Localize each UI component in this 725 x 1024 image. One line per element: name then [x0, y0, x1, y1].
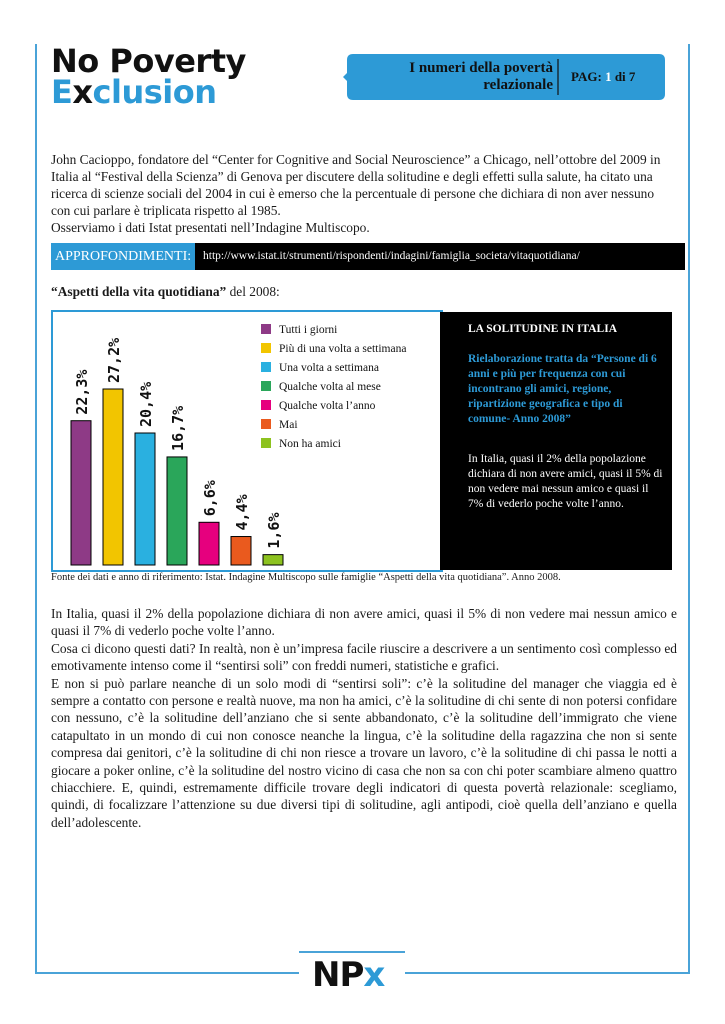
legend-swatch-7 [261, 438, 271, 448]
logo-x: x [72, 73, 93, 111]
bar-4 [167, 457, 187, 565]
legend-swatch-2 [261, 343, 271, 353]
page-indicator [571, 69, 635, 85]
footer-logo [299, 951, 405, 997]
chart-subheading [51, 284, 280, 300]
banner-title: I numeri della povertà relazionale [409, 60, 553, 93]
info-box [440, 312, 672, 570]
page-current: 1 [605, 69, 612, 84]
legend-label-2: Più di una volta a settimana [279, 343, 407, 355]
legend-swatch-1 [261, 324, 271, 334]
bar-label-5: 6,6% [201, 480, 219, 517]
body-text [51, 605, 677, 831]
bar-label-3: 20,4% [137, 381, 155, 427]
bar-label-1: 22,3% [73, 369, 91, 415]
npx-np: NP [312, 955, 364, 995]
legend-label-4: Qualche volta al mese [279, 381, 381, 393]
bar-label-4: 16,7% [169, 405, 187, 451]
source-note: Fonte dei dati e anno di riferimento: Istat. Indagine Multiscopo sulle famiglie “Aspetti della vita quotidiana”. Anno 2008. [51, 572, 561, 583]
approfondimenti-bar [51, 243, 685, 270]
bar-1 [71, 421, 91, 565]
body-paragraph: In Italia, quasi il 2% della popolazione dichiara di non avere amici, quasi il 5% di non vedere mai nessun amico e quasi il 7% di vederlo poche volte l’anno. [51, 606, 677, 639]
legend-label-1: Tutti i giorni [279, 324, 338, 336]
legend-swatch-3 [261, 362, 271, 372]
legend-label-6: Mai [279, 419, 298, 431]
legend-label-7: Non ha amici [279, 438, 341, 450]
subhead-bold: “Aspetti della vita quotidiana” [51, 284, 227, 299]
page-label: PAG: [571, 69, 602, 84]
intro-paragraph [51, 151, 676, 236]
body-paragraph: Cosa ci dicono questi dati? In realtà, non è un’impresa facile riuscire a descrivere a un sentimento così complesso ed emotivamente intenso come il “sentirsi soli” con freddi numeri, statistiche e grafici. [51, 640, 677, 674]
legend-swatch-6 [261, 419, 271, 429]
info-box-source: Rielaborazione tratta da “Persone di 6 anni e più per frequenza con cui incontrano gli amici, regione, ripartizione geografica e tipo di comune- Anno 2008” [468, 353, 657, 425]
title-banner [343, 51, 669, 103]
intro-text: John Cacioppo, fondatore del “Center for Cognitive and Social Neuroscience” a Chicago, nell’ottobre del 2009 in Italia al “Festival della Scienza” di Genova per discutere della solitudine e degli effetti sulla salute, ha citato una ricerca di scienze sociali del 2004 in cui è emerso che la percentuale di persone che dichiara di non aver nessuno con cui parlare è triplicata rispetto al 1985. [51, 152, 661, 218]
legend-swatch-5 [261, 400, 271, 410]
legend-swatch-4 [261, 381, 271, 391]
bar-6 [231, 537, 251, 565]
chart-box [51, 310, 443, 572]
npx-logo [312, 955, 384, 995]
approfondimenti-link[interactable]: http://www.istat.it/strumenti/rispondenti/indagini/famiglia_societa/vitaquotidiana/ [203, 250, 580, 262]
logo-line1: No Poverty [51, 42, 246, 80]
approfondimenti-label: APPROFONDIMENTI: [51, 243, 195, 270]
subhead-rest: del 2008: [226, 284, 280, 299]
legend-label-3: Una volta a settimana [279, 362, 379, 374]
npx-x: x [363, 955, 385, 995]
logo-rest: clusion [92, 73, 217, 111]
bar-label-6: 4,4% [233, 494, 251, 531]
bar-label-7: 1,6% [265, 512, 283, 549]
body-paragraph: E non si può parlare neanche di un solo modi di “sentirsi soli”: c’è la solitudine del manager che viaggia ed è sempre a contatto con persone e realtà nuove, ma non ha amici, c’è la solitudine di chi sente di non potersi confidare con nessuno, c’è la solitudine dell’anziano che si sente abbandonato, c’è la solitudine dell’immigrato che viene catapultato in un mondo di cui non conosce neanche la lingua, c’è la solitudine della ragazzina che non si sente compresa dai genitori, c’è la solitudine di chi non riesce a trovare un lavoro, c’è la solitudine di chi passa le notti a giocare a poker online, c’è la solitudine del nostro vicino di casa che non sa con chi poter scambiare almeno quattro chiacchiere. E, quindi, estremamente difficile trovare degli indicatori di questa povertà relazionale: scegliamo, quindi, di focalizzare l’attenzione su due diversi tipi di solitudine, agli antipodi, cioè quella dell’anziano e quella dell’adolescente. [51, 675, 677, 830]
bar-2 [103, 389, 123, 565]
bar-chart [53, 312, 441, 570]
legend-label-5: Qualche volta l’anno [279, 400, 376, 412]
bar-3 [135, 433, 155, 565]
bar-label-2: 27,2% [105, 337, 123, 383]
bar-7 [263, 555, 283, 565]
info-box-heading: LA SOLITUDINE IN ITALIA [468, 323, 618, 335]
info-box-text: In Italia, quasi il 2% della popolazione dichiara di non avere amici, quasi il 5% di non vedere mai nessun amico e quasi il 7% di vederlo poche volte l’anno. [468, 453, 663, 510]
logo [51, 42, 246, 111]
footer-rule [299, 951, 405, 953]
logo-e: E [51, 73, 73, 111]
intro-text-2: Osserviamo i dati Istat presentati nell’Indagine Multiscopo. [51, 220, 370, 235]
logo-line2 [51, 73, 246, 111]
page-total: di 7 [614, 69, 636, 84]
bar-5 [199, 522, 219, 565]
